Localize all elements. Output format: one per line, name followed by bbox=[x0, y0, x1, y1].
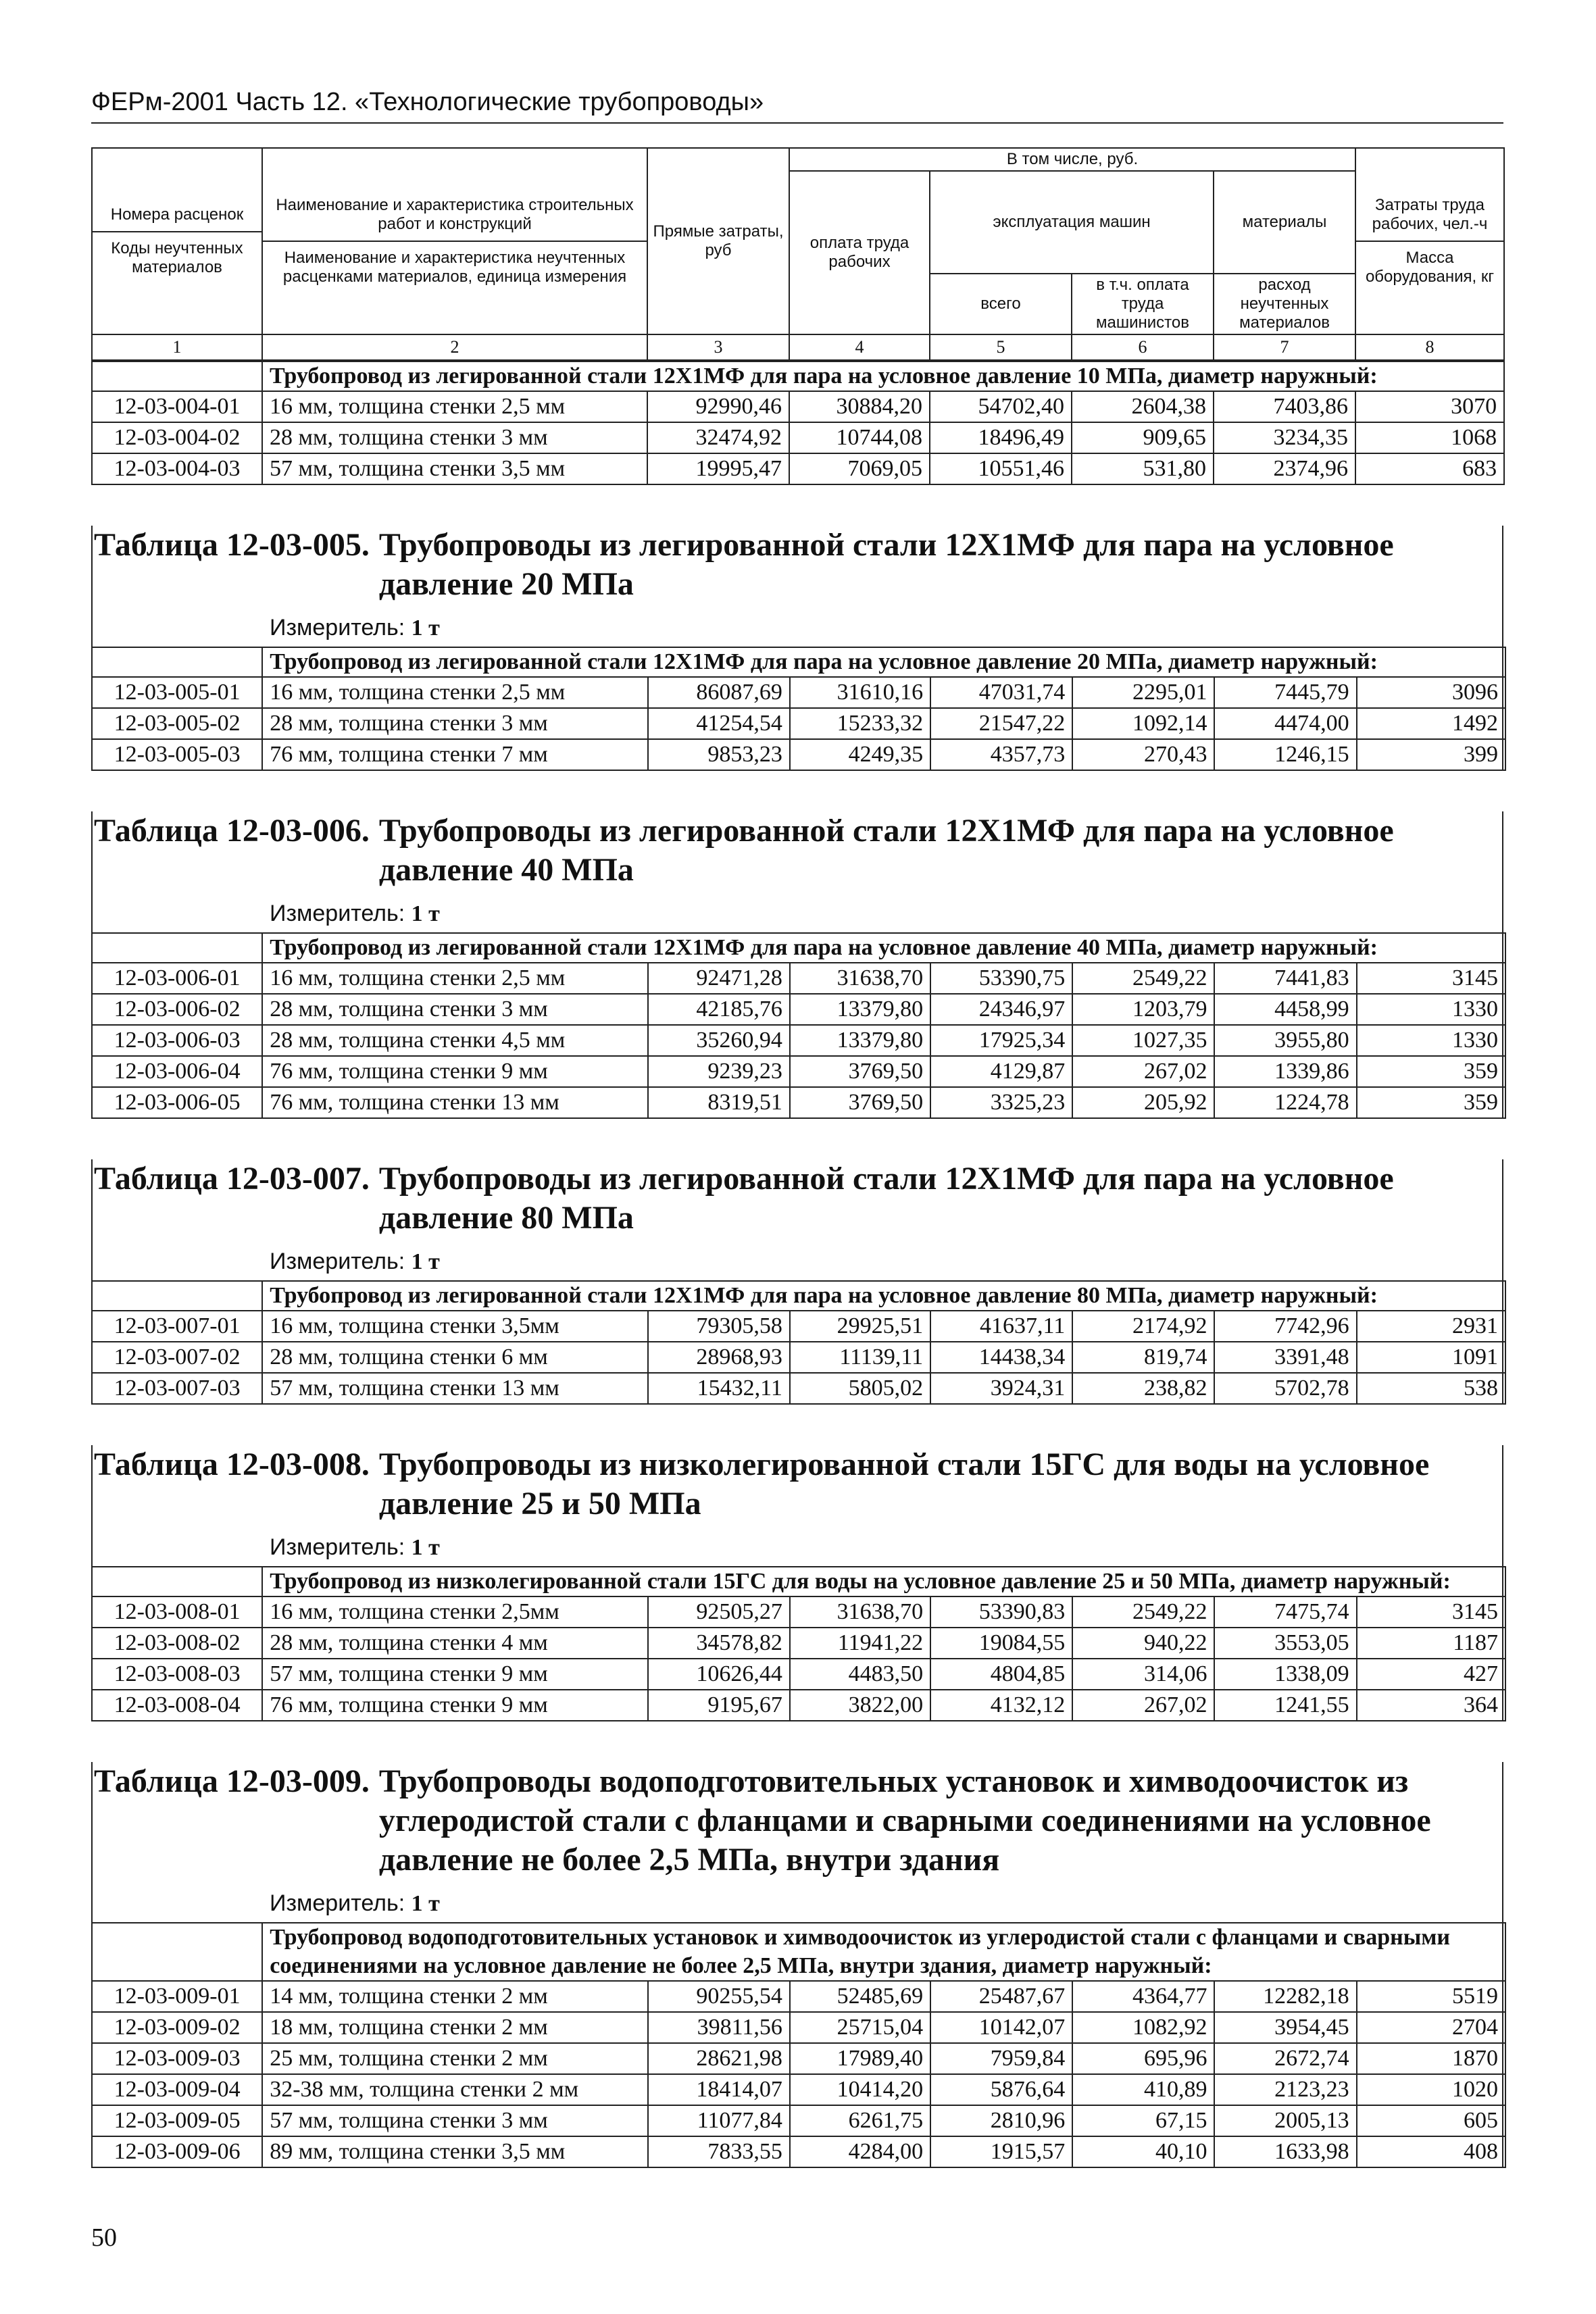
cell-labor: 31638,70 bbox=[790, 1596, 930, 1628]
price-table bbox=[91, 811, 1503, 1119]
cell-direct: 79305,58 bbox=[648, 1311, 790, 1342]
cell-hours: 538 bbox=[1357, 1373, 1505, 1404]
cell-desc: 18 мм, толщина стенки 2 мм bbox=[262, 2012, 648, 2043]
table-row bbox=[92, 1342, 1505, 1373]
table-row bbox=[92, 963, 1505, 994]
table-title bbox=[93, 1159, 1502, 1238]
cell-labor: 13379,80 bbox=[790, 994, 930, 1025]
cell-mach: 19084,55 bbox=[930, 1628, 1072, 1659]
cell-code: 12-03-009-05 bbox=[92, 2105, 262, 2136]
cell-code: 12-03-009-01 bbox=[92, 1981, 262, 2012]
cell-direct: 15432,11 bbox=[648, 1373, 790, 1404]
table-subhead: Трубопровод водоподготовительных установок и химводоочисток из углеродистой стали с фланцами и сварными соединениями на условное давление не более 2,5 МПа, внутри здания, диаметр наружный: bbox=[262, 1923, 1505, 1981]
cell-direct: 28968,93 bbox=[648, 1342, 790, 1373]
cell-hours: 1091 bbox=[1357, 1342, 1505, 1373]
table-title bbox=[93, 1445, 1502, 1524]
cell-desc: 28 мм, толщина стенки 3 мм bbox=[262, 994, 648, 1025]
cell-hours: 408 bbox=[1357, 2136, 1505, 2167]
header-names: Наименование и характеристика строительных работ и конструкций Наименование и характеристика неучтенных расценками материалов, единица измерения bbox=[262, 148, 647, 334]
cell-mach-labor: 1027,35 bbox=[1072, 1025, 1214, 1056]
cell-code: 12-03-008-03 bbox=[92, 1659, 262, 1690]
cell-mach: 1915,57 bbox=[930, 2136, 1072, 2167]
cell-direct: 9853,23 bbox=[648, 739, 790, 770]
cell-labor: 3822,00 bbox=[790, 1690, 930, 1721]
cell-direct: 7833,55 bbox=[648, 2136, 790, 2167]
cell-mach: 3924,31 bbox=[930, 1373, 1072, 1404]
cell-direct: 9195,67 bbox=[648, 1690, 790, 1721]
cell-labor: 11139,11 bbox=[790, 1342, 930, 1373]
cell-mach-labor: 1092,14 bbox=[1072, 708, 1214, 739]
cell-mach: 4357,73 bbox=[930, 739, 1072, 770]
cell-mach-labor: 267,02 bbox=[1072, 1690, 1214, 1721]
cell-mach-labor: 2549,22 bbox=[1072, 1596, 1214, 1628]
table-row bbox=[92, 1373, 1505, 1404]
table-subhead: Трубопровод из низколегированной стали 15ГС для воды на условное давление 25 и 50 МПа, диаметр наружный: bbox=[262, 1567, 1505, 1596]
cell-hours: 3145 bbox=[1357, 963, 1505, 994]
page-header: ФЕРм-2001 Часть 12. «Технологические трубопроводы» bbox=[91, 88, 1503, 124]
header-labor-costs: Затраты труда рабочих, чел.-ч Масса оборудования, кг bbox=[1355, 148, 1504, 334]
cell-mat: 3553,05 bbox=[1214, 1628, 1356, 1659]
cell-hours: 1187 bbox=[1357, 1628, 1505, 1659]
cell-mat: 3955,80 bbox=[1214, 1025, 1356, 1056]
cell-mach-labor: 2174,92 bbox=[1072, 1311, 1214, 1342]
cell-mach-labor: 4364,77 bbox=[1072, 1981, 1214, 2012]
table-number: Таблица 12-03-008. bbox=[94, 1447, 370, 1482]
table-row bbox=[92, 2136, 1505, 2167]
cell-mach: 41637,11 bbox=[930, 1311, 1072, 1342]
cell-hours: 1020 bbox=[1357, 2074, 1505, 2105]
cell-code: 12-03-007-02 bbox=[92, 1342, 262, 1373]
subhead-10-mpa: Трубопровод из легированной стали 12Х1МФ для пара на условное давление 10 МПа, диаметр наружный: bbox=[262, 361, 1504, 391]
cell-mach-labor: 314,06 bbox=[1072, 1659, 1214, 1690]
table-row bbox=[92, 1596, 1505, 1628]
header-machines: эксплуатация машин bbox=[930, 171, 1214, 274]
cell-hours: 399 bbox=[1357, 739, 1505, 770]
cell-direct: 86087,69 bbox=[648, 677, 790, 708]
cell-direct: 10626,44 bbox=[648, 1659, 790, 1690]
cell-hours: 1870 bbox=[1357, 2043, 1505, 2074]
cell-mat: 3391,48 bbox=[1214, 1342, 1356, 1373]
cell-direct: 90255,54 bbox=[648, 1981, 790, 2012]
cell-labor: 10414,20 bbox=[790, 2074, 930, 2105]
cell-mat: 4458,99 bbox=[1214, 994, 1356, 1025]
header-materials-use: расход неучтенных материалов bbox=[1214, 274, 1355, 334]
cell-labor: 31638,70 bbox=[790, 963, 930, 994]
cell-desc: 57 мм, толщина стенки 3 мм bbox=[262, 2105, 648, 2136]
table-number: Таблица 12-03-006. bbox=[94, 813, 370, 849]
cell-mach: 4129,87 bbox=[930, 1056, 1072, 1087]
cell-mach: 24346,97 bbox=[930, 994, 1072, 1025]
cell-labor: 15233,32 bbox=[790, 708, 930, 739]
table-number: Таблица 12-03-005. bbox=[94, 527, 370, 563]
cell-mach: 25487,67 bbox=[930, 1981, 1072, 2012]
header-labor-pay: оплата труда рабочих bbox=[789, 171, 930, 334]
cell-mach-labor: 1203,79 bbox=[1072, 994, 1214, 1025]
cell-desc: 16 мм, толщина стенки 2,5 мм bbox=[262, 677, 648, 708]
table-row bbox=[92, 2074, 1505, 2105]
table-row bbox=[92, 1690, 1505, 1721]
cell-labor: 13379,80 bbox=[790, 1025, 930, 1056]
cell-mach: 53390,75 bbox=[930, 963, 1072, 994]
cell-hours: 364 bbox=[1357, 1690, 1505, 1721]
cell-mat: 1339,86 bbox=[1214, 1056, 1356, 1087]
first-block-table bbox=[91, 361, 1505, 485]
table-row: 12-03-004-02 28 мм, толщина стенки 3 мм 32474,92 10744,08 18496,49 909,65 3234,35 1068 bbox=[92, 422, 1504, 453]
cell-labor: 5805,02 bbox=[790, 1373, 930, 1404]
cell-labor: 6261,75 bbox=[790, 2105, 930, 2136]
cell-desc: 28 мм, толщина стенки 4 мм bbox=[262, 1628, 648, 1659]
cell-hours: 3145 bbox=[1357, 1596, 1505, 1628]
cell-direct: 8319,51 bbox=[648, 1087, 790, 1118]
column-header-table bbox=[91, 147, 1505, 361]
cell-code: 12-03-009-03 bbox=[92, 2043, 262, 2074]
cell-labor: 3769,50 bbox=[790, 1087, 930, 1118]
column-numbers-row: 1 2 3 4 5 6 7 8 bbox=[92, 334, 1504, 360]
cell-mach-labor: 819,74 bbox=[1072, 1342, 1214, 1373]
table-row bbox=[92, 739, 1505, 770]
cell-code: 12-03-008-01 bbox=[92, 1596, 262, 1628]
price-table bbox=[91, 1762, 1503, 2168]
table-grid bbox=[91, 1922, 1506, 2168]
cell-mat: 2123,23 bbox=[1214, 2074, 1356, 2105]
document-body bbox=[91, 147, 1503, 2168]
cell-code: 12-03-009-04 bbox=[92, 2074, 262, 2105]
cell-direct: 92471,28 bbox=[648, 963, 790, 994]
cell-mat: 7475,74 bbox=[1214, 1596, 1356, 1628]
unit-of-measure: Измеритель: 1 т bbox=[270, 615, 440, 640]
table-row bbox=[92, 994, 1505, 1025]
table-name: Трубопроводы из низколегированной стали 15ГС для воды на условное давление 25 и 50 МПа bbox=[378, 1447, 1430, 1521]
cell-hours: 1492 bbox=[1357, 708, 1505, 739]
cell-mat: 4474,00 bbox=[1214, 708, 1356, 739]
cell-labor: 29925,51 bbox=[790, 1311, 930, 1342]
cell-mach-labor: 410,89 bbox=[1072, 2074, 1214, 2105]
table-grid bbox=[91, 647, 1506, 771]
cell-direct: 35260,94 bbox=[648, 1025, 790, 1056]
cell-mach: 53390,83 bbox=[930, 1596, 1072, 1628]
table-title bbox=[93, 526, 1502, 604]
table-row bbox=[92, 2012, 1505, 2043]
cell-mach: 2810,96 bbox=[930, 2105, 1072, 2136]
cell-desc: 16 мм, толщина стенки 3,5мм bbox=[262, 1311, 648, 1342]
table-grid bbox=[91, 1566, 1506, 1721]
cell-mat: 7742,96 bbox=[1214, 1311, 1356, 1342]
header-machines-total: всего bbox=[930, 274, 1072, 334]
cell-mat: 1633,98 bbox=[1214, 2136, 1356, 2167]
cell-mach: 7959,84 bbox=[930, 2043, 1072, 2074]
cell-direct: 41254,54 bbox=[648, 708, 790, 739]
cell-mat: 3954,45 bbox=[1214, 2012, 1356, 2043]
cell-desc: 14 мм, толщина стенки 2 мм bbox=[262, 1981, 648, 2012]
cell-hours: 2704 bbox=[1357, 2012, 1505, 2043]
cell-code: 12-03-006-04 bbox=[92, 1056, 262, 1087]
cell-mat: 2672,74 bbox=[1214, 2043, 1356, 2074]
table-row bbox=[92, 677, 1505, 708]
cell-code: 12-03-006-01 bbox=[92, 963, 262, 994]
cell-labor: 4249,35 bbox=[790, 739, 930, 770]
cell-direct: 11077,84 bbox=[648, 2105, 790, 2136]
header-codes: Номера расценок Коды неучтенных материалов bbox=[92, 148, 262, 334]
cell-hours: 359 bbox=[1357, 1056, 1505, 1087]
cell-mach: 47031,74 bbox=[930, 677, 1072, 708]
cell-code: 12-03-005-03 bbox=[92, 739, 262, 770]
cell-mach-labor: 270,43 bbox=[1072, 739, 1214, 770]
cell-hours: 1330 bbox=[1357, 1025, 1505, 1056]
cell-mach-labor: 205,92 bbox=[1072, 1087, 1214, 1118]
cell-desc: 76 мм, толщина стенки 13 мм bbox=[262, 1087, 648, 1118]
table-row bbox=[92, 2043, 1505, 2074]
cell-labor: 3769,50 bbox=[790, 1056, 930, 1087]
cell-desc: 28 мм, толщина стенки 4,5 мм bbox=[262, 1025, 648, 1056]
unit-of-measure: Измеритель: 1 т bbox=[270, 1890, 440, 1916]
cell-code: 12-03-006-02 bbox=[92, 994, 262, 1025]
cell-mach: 10142,07 bbox=[930, 2012, 1072, 2043]
table-row bbox=[92, 1659, 1505, 1690]
cell-mach-labor: 40,10 bbox=[1072, 2136, 1214, 2167]
cell-hours: 359 bbox=[1357, 1087, 1505, 1118]
cell-mat: 1246,15 bbox=[1214, 739, 1356, 770]
cell-code: 12-03-007-01 bbox=[92, 1311, 262, 1342]
table-row bbox=[92, 1981, 1505, 2012]
table-title bbox=[93, 811, 1502, 890]
cell-desc: 16 мм, толщина стенки 2,5 мм bbox=[262, 963, 648, 994]
cell-direct: 92505,27 bbox=[648, 1596, 790, 1628]
table-title bbox=[93, 1762, 1502, 1880]
cell-desc: 25 мм, толщина стенки 2 мм bbox=[262, 2043, 648, 2074]
cell-mat: 7445,79 bbox=[1214, 677, 1356, 708]
table-subhead: Трубопровод из легированной стали 12Х1МФ для пара на условное давление 40 МПа, диаметр наружный: bbox=[262, 933, 1505, 963]
price-table bbox=[91, 1445, 1503, 1721]
cell-code: 12-03-009-06 bbox=[92, 2136, 262, 2167]
table-subhead: Трубопровод из легированной стали 12Х1МФ для пара на условное давление 80 МПа, диаметр наружный: bbox=[262, 1281, 1505, 1311]
cell-mach-labor: 940,22 bbox=[1072, 1628, 1214, 1659]
header-machinists-pay: в т.ч. оплата труда машинистов bbox=[1072, 274, 1214, 334]
cell-mach: 14438,34 bbox=[930, 1342, 1072, 1373]
cell-labor: 11941,22 bbox=[790, 1628, 930, 1659]
cell-mach-labor: 1082,92 bbox=[1072, 2012, 1214, 2043]
cell-mach: 21547,22 bbox=[930, 708, 1072, 739]
table-row: 12-03-004-01 16 мм, толщина стенки 2,5 мм 92990,46 30884,20 54702,40 2604,38 7403,86 3070 bbox=[92, 391, 1504, 422]
cell-desc: 16 мм, толщина стенки 2,5мм bbox=[262, 1596, 648, 1628]
cell-mach: 4132,12 bbox=[930, 1690, 1072, 1721]
price-table bbox=[91, 1159, 1503, 1405]
cell-direct: 34578,82 bbox=[648, 1628, 790, 1659]
cell-mach: 4804,85 bbox=[930, 1659, 1072, 1690]
table-name: Трубопроводы водоподготовительных установок и химводоочисток из углеродистой стали с фланцами и сварными соединениями на условное давление не более 2,5 МПа, внутри здания bbox=[378, 1763, 1431, 1878]
cell-mach: 5876,64 bbox=[930, 2074, 1072, 2105]
header-materials: материалы bbox=[1214, 171, 1355, 274]
cell-direct: 28621,98 bbox=[648, 2043, 790, 2074]
cell-direct: 9239,23 bbox=[648, 1056, 790, 1087]
table-name: Трубопроводы из легированной стали 12Х1МФ для пара на условное давление 80 МПа bbox=[378, 1161, 1394, 1236]
cell-mat: 5702,78 bbox=[1214, 1373, 1356, 1404]
cell-direct: 18414,07 bbox=[648, 2074, 790, 2105]
cell-labor: 31610,16 bbox=[790, 677, 930, 708]
cell-direct: 42185,76 bbox=[648, 994, 790, 1025]
cell-mach-labor: 238,82 bbox=[1072, 1373, 1214, 1404]
cell-desc: 32-38 мм, толщина стенки 2 мм bbox=[262, 2074, 648, 2105]
cell-mat: 1241,55 bbox=[1214, 1690, 1356, 1721]
table-name: Трубопроводы из легированной стали 12Х1МФ для пара на условное давление 20 МПа bbox=[378, 527, 1394, 602]
header-direct-costs: Прямые затраты, руб bbox=[647, 148, 789, 334]
cell-labor: 25715,04 bbox=[790, 2012, 930, 2043]
cell-desc: 57 мм, толщина стенки 13 мм bbox=[262, 1373, 648, 1404]
cell-mat: 1338,09 bbox=[1214, 1659, 1356, 1690]
cell-desc: 89 мм, толщина стенки 3,5 мм bbox=[262, 2136, 648, 2167]
cell-desc: 28 мм, толщина стенки 6 мм bbox=[262, 1342, 648, 1373]
unit-of-measure: Измеритель: 1 т bbox=[270, 1534, 440, 1560]
cell-desc: 28 мм, толщина стенки 3 мм bbox=[262, 708, 648, 739]
cell-mach-labor: 267,02 bbox=[1072, 1056, 1214, 1087]
cell-mach: 3325,23 bbox=[930, 1087, 1072, 1118]
cell-labor: 17989,40 bbox=[790, 2043, 930, 2074]
cell-code: 12-03-007-03 bbox=[92, 1373, 262, 1404]
cell-desc: 57 мм, толщина стенки 9 мм bbox=[262, 1659, 648, 1690]
cell-desc: 76 мм, толщина стенки 7 мм bbox=[262, 739, 648, 770]
unit-of-measure: Измеритель: 1 т bbox=[270, 1249, 440, 1274]
table-row bbox=[92, 1311, 1505, 1342]
cell-hours: 605 bbox=[1357, 2105, 1505, 2136]
table-grid bbox=[91, 932, 1506, 1119]
cell-mach-labor: 2549,22 bbox=[1072, 963, 1214, 994]
cell-desc: 76 мм, толщина стенки 9 мм bbox=[262, 1056, 648, 1087]
table-grid bbox=[91, 1280, 1506, 1405]
table-row bbox=[92, 1025, 1505, 1056]
cell-hours: 5519 bbox=[1357, 1981, 1505, 2012]
unit-of-measure: Измеритель: 1 т bbox=[270, 901, 440, 926]
table-number: Таблица 12-03-007. bbox=[94, 1161, 370, 1197]
cell-desc: 76 мм, толщина стенки 9 мм bbox=[262, 1690, 648, 1721]
cell-labor: 52485,69 bbox=[790, 1981, 930, 2012]
table-row bbox=[92, 708, 1505, 739]
cell-labor: 4284,00 bbox=[790, 2136, 930, 2167]
cell-mach: 17925,34 bbox=[930, 1025, 1072, 1056]
table-subhead: Трубопровод из легированной стали 12Х1МФ для пара на условное давление 20 МПа, диаметр наружный: bbox=[262, 647, 1505, 677]
cell-mat: 12282,18 bbox=[1214, 1981, 1356, 2012]
cell-code: 12-03-009-02 bbox=[92, 2012, 262, 2043]
cell-mat: 7441,83 bbox=[1214, 963, 1356, 994]
cell-hours: 2931 bbox=[1357, 1311, 1505, 1342]
table-row: 12-03-004-03 57 мм, толщина стенки 3,5 мм 19995,47 7069,05 10551,46 531,80 2374,96 683 bbox=[92, 453, 1504, 484]
cell-code: 12-03-005-01 bbox=[92, 677, 262, 708]
cell-code: 12-03-008-02 bbox=[92, 1628, 262, 1659]
table-row bbox=[92, 1628, 1505, 1659]
cell-code: 12-03-005-02 bbox=[92, 708, 262, 739]
header-including: В том числе, руб. bbox=[789, 148, 1355, 171]
cell-mach-labor: 2295,01 bbox=[1072, 677, 1214, 708]
cell-labor: 4483,50 bbox=[790, 1659, 930, 1690]
page-number: 50 bbox=[91, 2223, 117, 2252]
table-name: Трубопроводы из легированной стали 12Х1МФ для пара на условное давление 40 МПа bbox=[378, 813, 1394, 888]
cell-mach-labor: 695,96 bbox=[1072, 2043, 1214, 2074]
table-row bbox=[92, 2105, 1505, 2136]
cell-hours: 427 bbox=[1357, 1659, 1505, 1690]
cell-direct: 39811,56 bbox=[648, 2012, 790, 2043]
table-number: Таблица 12-03-009. bbox=[94, 1763, 370, 1799]
cell-mat: 2005,13 bbox=[1214, 2105, 1356, 2136]
cell-mat: 1224,78 bbox=[1214, 1087, 1356, 1118]
table-row bbox=[92, 1056, 1505, 1087]
cell-code: 12-03-006-03 bbox=[92, 1025, 262, 1056]
cell-hours: 1330 bbox=[1357, 994, 1505, 1025]
cell-hours: 3096 bbox=[1357, 677, 1505, 708]
table-row bbox=[92, 1087, 1505, 1118]
price-table bbox=[91, 526, 1503, 771]
cell-code: 12-03-006-05 bbox=[92, 1087, 262, 1118]
cell-mach-labor: 67,15 bbox=[1072, 2105, 1214, 2136]
cell-code: 12-03-008-04 bbox=[92, 1690, 262, 1721]
